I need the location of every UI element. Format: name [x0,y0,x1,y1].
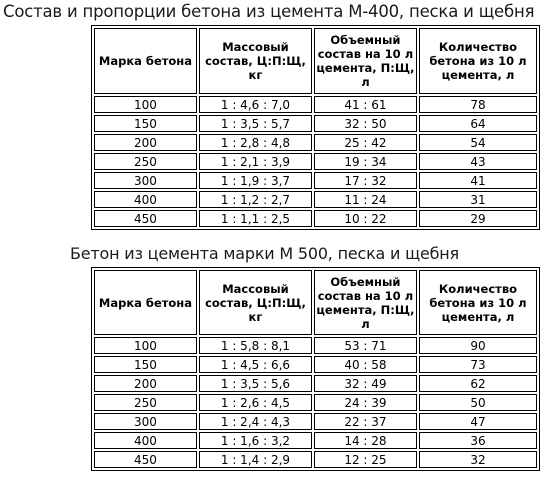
cell-grade: 150 [94,356,197,373]
cell-yield: 29 [419,210,537,227]
cell-grade: 200 [94,375,197,392]
concrete-m500-table [91,267,540,471]
cell-mass-ratio: 1 : 3,5 : 5,6 [199,375,312,392]
cell-mass-ratio: 1 : 1,4 : 2,9 [199,451,312,468]
cell-yield: 36 [419,432,537,449]
cell-yield: 50 [419,394,537,411]
cell-yield: 90 [419,337,537,354]
cell-mass-ratio: 1 : 4,6 : 7,0 [199,96,312,113]
table-row [94,210,537,227]
cell-volume-ratio: 14 : 28 [314,432,417,449]
cell-volume-ratio: 12 : 25 [314,451,417,468]
cell-grade: 150 [94,115,197,132]
cell-yield: 78 [419,96,537,113]
table-row [94,375,537,392]
concrete-m400-table [91,25,540,230]
table-header-row [94,28,537,94]
cell-grade: 250 [94,394,197,411]
table-row [94,451,537,468]
cell-volume-ratio: 24 : 39 [314,394,417,411]
table-row [94,115,537,132]
column-header-yield: Количество бетона из 10 л цемента, л [419,270,537,335]
cell-mass-ratio: 1 : 2,6 : 4,5 [199,394,312,411]
column-header-grade: Марка бетона [94,270,197,335]
column-header-yield: Количество бетона из 10 л цемента, л [419,28,537,94]
table-row [94,153,537,170]
cell-volume-ratio: 53 : 71 [314,337,417,354]
column-header-mass-ratio: Массовый состав, Ц:П:Щ, кг [199,270,312,335]
table-row [94,96,537,113]
column-header-volume-ratio: Объемный состав на 10 л цемента, П:Щ, л [314,28,417,94]
cell-volume-ratio: 22 : 37 [314,413,417,430]
cell-yield: 62 [419,375,537,392]
cell-yield: 32 [419,451,537,468]
cell-grade: 400 [94,432,197,449]
column-header-volume-ratio: Объемный состав на 10 л цемента, П:Щ, л [314,270,417,335]
cell-mass-ratio: 1 : 1,6 : 3,2 [199,432,312,449]
cell-mass-ratio: 1 : 2,1 : 3,9 [199,153,312,170]
table-row [94,134,537,151]
table-row [94,394,537,411]
cell-volume-ratio: 25 : 42 [314,134,417,151]
cell-mass-ratio: 1 : 2,8 : 4,8 [199,134,312,151]
cell-yield: 54 [419,134,537,151]
cell-grade: 300 [94,172,197,189]
table-row [94,172,537,189]
cell-volume-ratio: 19 : 34 [314,153,417,170]
table-row [94,337,537,354]
cell-volume-ratio: 32 : 49 [314,375,417,392]
cell-grade: 400 [94,191,197,208]
cell-volume-ratio: 17 : 32 [314,172,417,189]
cell-mass-ratio: 1 : 5,8 : 8,1 [199,337,312,354]
cell-yield: 41 [419,172,537,189]
table-row [94,191,537,208]
cell-grade: 450 [94,210,197,227]
cell-grade: 200 [94,134,197,151]
cell-yield: 47 [419,413,537,430]
cell-yield: 64 [419,115,537,132]
cell-grade: 100 [94,337,197,354]
cell-grade: 300 [94,413,197,430]
cell-volume-ratio: 32 : 50 [314,115,417,132]
cell-mass-ratio: 1 : 4,5 : 6,6 [199,356,312,373]
table1-title: Состав и пропорции бетона из цемента М-400, песка и щебня [3,2,535,21]
cell-mass-ratio: 1 : 3,5 : 5,7 [199,115,312,132]
cell-mass-ratio: 1 : 1,2 : 2,7 [199,191,312,208]
table-row [94,432,537,449]
cell-yield: 73 [419,356,537,373]
table-header-row [94,270,537,335]
table-row [94,413,537,430]
table-row [94,356,537,373]
cell-volume-ratio: 11 : 24 [314,191,417,208]
cell-mass-ratio: 1 : 1,1 : 2,5 [199,210,312,227]
cell-volume-ratio: 41 : 61 [314,96,417,113]
cell-mass-ratio: 1 : 1,9 : 3,7 [199,172,312,189]
cell-grade: 450 [94,451,197,468]
cell-volume-ratio: 10 : 22 [314,210,417,227]
cell-volume-ratio: 40 : 58 [314,356,417,373]
column-header-mass-ratio: Массовый состав, Ц:П:Щ, кг [199,28,312,94]
cell-yield: 43 [419,153,537,170]
table2-title: Бетон из цемента марки М 500, песка и щебня [70,244,459,263]
cell-yield: 31 [419,191,537,208]
cell-mass-ratio: 1 : 2,4 : 4,3 [199,413,312,430]
column-header-grade: Марка бетона [94,28,197,94]
cell-grade: 250 [94,153,197,170]
cell-grade: 100 [94,96,197,113]
